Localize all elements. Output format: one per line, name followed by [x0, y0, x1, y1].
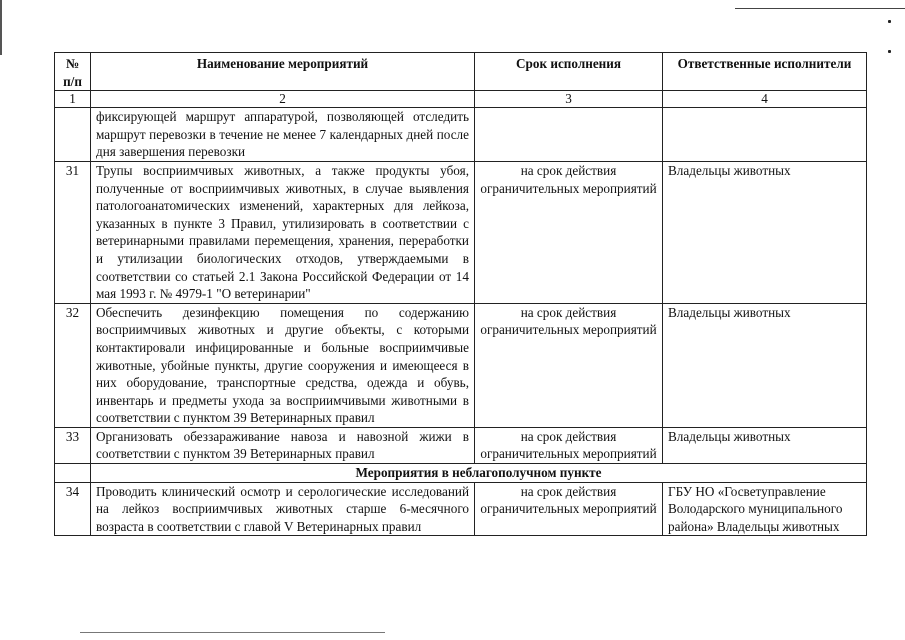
table-row	[55, 482, 867, 536]
section-header-row	[55, 464, 867, 483]
scan-artifact-line	[735, 8, 905, 9]
row-number: 33	[55, 427, 91, 463]
row-number: 32	[55, 303, 91, 427]
row-number: 34	[55, 482, 91, 536]
term-text: на срок действия ограничительных мероприятий	[475, 303, 663, 427]
header-resp: Ответственные исполнители	[663, 53, 867, 91]
responsible-text	[663, 108, 867, 162]
column-index: 3	[475, 91, 663, 108]
scan-artifact-dot	[888, 50, 891, 53]
term-text	[475, 108, 663, 162]
header-num: № п/п	[55, 53, 91, 91]
section-title: Мероприятия в неблагополучном пункте	[91, 464, 867, 483]
column-index: 4	[663, 91, 867, 108]
column-index: 2	[91, 91, 475, 108]
measure-text: Трупы восприимчивых животных, а также продукты убоя, полученные от восприимчивых животных, в случае выявления патологоанатомических изменений, характерных для лейкоза, указанных в пункте 3 Правил, утилизировать в соответствии с ветеринарными правилами перемещения, хранения, переработки и утилизации биологических отходов, утверждаемыми в соответствии со статьей 2.1 Закона Российской Федерации от 14 мая 1993 г. № 4979-1 "О ветеринарии"	[91, 161, 475, 303]
table-header-row	[55, 53, 867, 91]
measure-text: фиксирующей маршрут аппаратурой, позволяющей отследить маршрут перевозки в течение не менее 7 календарных дней после дня завершения перевозки	[91, 108, 475, 162]
measure-text: Организовать обеззараживание навоза и навозной жижи в соответствии с пунктом 39 Ветеринарных правил	[91, 427, 475, 463]
header-term: Срок исполнения	[475, 53, 663, 91]
responsible-text: Владельцы животных	[663, 427, 867, 463]
table-row	[55, 427, 867, 463]
table-row	[55, 303, 867, 427]
row-number: 31	[55, 161, 91, 303]
section-num-cell	[55, 464, 91, 483]
term-text: на срок действия ограничительных мероприятий	[475, 427, 663, 463]
row-number	[55, 108, 91, 162]
header-name: Наименование мероприятий	[91, 53, 475, 91]
scan-artifact-line	[80, 632, 385, 633]
measure-text: Обеспечить дезинфекцию помещения по содержанию восприимчивых животных и другие объекты, с которыми контактировали инфицированные и больные восприимчивые животные, убойные пункты, другие сооружения и имеющееся в них оборудование, транспортные средства, одежда и обувь, инвентарь и предметы ухода за восприимчивыми животными в соответствии с пунктом 39 Ветеринарных правил	[91, 303, 475, 427]
scan-artifact-line	[0, 0, 2, 55]
column-index-row	[55, 91, 867, 108]
measures-table	[54, 52, 867, 536]
measure-text: Проводить клинический осмотр и серологические исследований на лейкоз восприимчивых животных старше 6-месячного возраста в соответствии с главой V Ветеринарных правил	[91, 482, 475, 536]
responsible-text: ГБУ НО «Госветуправление Володарского муниципального района» Владельцы животных	[663, 482, 867, 536]
term-text: на срок действия ограничительных мероприятий	[475, 161, 663, 303]
table-row	[55, 161, 867, 303]
term-text: на срок действия ограничительных мероприятий	[475, 482, 663, 536]
responsible-text: Владельцы животных	[663, 303, 867, 427]
column-index: 1	[55, 91, 91, 108]
scan-artifact-dot	[888, 20, 891, 23]
responsible-text: Владельцы животных	[663, 161, 867, 303]
table-row-continuation	[55, 108, 867, 162]
